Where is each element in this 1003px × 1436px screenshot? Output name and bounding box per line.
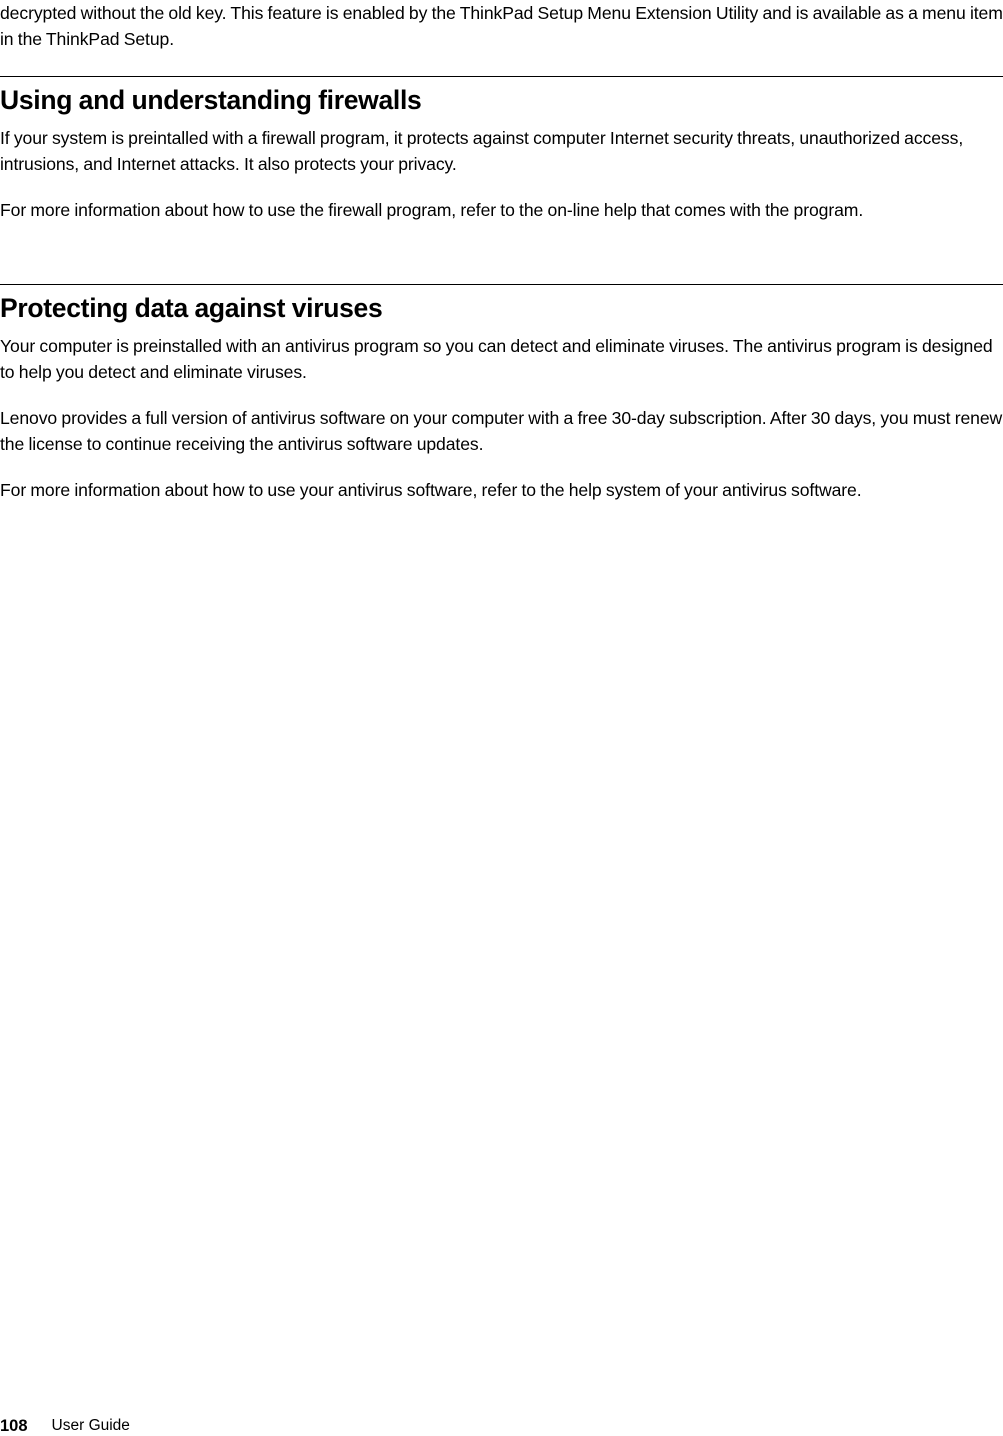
book-title: User Guide	[51, 1417, 130, 1434]
intro-block	[0, 0, 1003, 52]
intro-paragraph: decrypted without the old key. This feature is enabled by the ThinkPad Setup Menu Extension Utility and is available as a menu item in the ThinkPad Setup.	[0, 3, 1003, 49]
body-paragraph: If your system is preintalled with a firewall program, it protects against computer Internet security threats, unauthorized access, intrusions, and Internet attacks. It also protects your privacy.	[0, 128, 964, 174]
body-paragraph: For more information about how to use your antivirus software, refer to the help system of your antivirus software.	[0, 480, 862, 500]
body-paragraph: For more information about how to use the firewall program, refer to the on-line help that comes with the program.	[0, 200, 864, 220]
section-divider	[0, 284, 1003, 285]
page-footer	[0, 1410, 130, 1436]
section-heading: Using and understanding firewalls	[0, 85, 422, 115]
section-firewalls	[0, 76, 1003, 223]
body-paragraph: Your computer is preinstalled with an antivirus program so you can detect and eliminate viruses. The antivirus program is designed to help you detect and eliminate viruses.	[0, 336, 993, 382]
section-divider	[0, 76, 1003, 77]
section-viruses	[0, 284, 1003, 503]
page-number: 108	[0, 1417, 28, 1435]
body-paragraph: Lenovo provides a full version of antivirus software on your computer with a free 30-day subscription. After 30 days, you must renew the license to continue receiving the antivirus software updates.	[0, 408, 1003, 454]
section-heading: Protecting data against viruses	[0, 293, 383, 323]
